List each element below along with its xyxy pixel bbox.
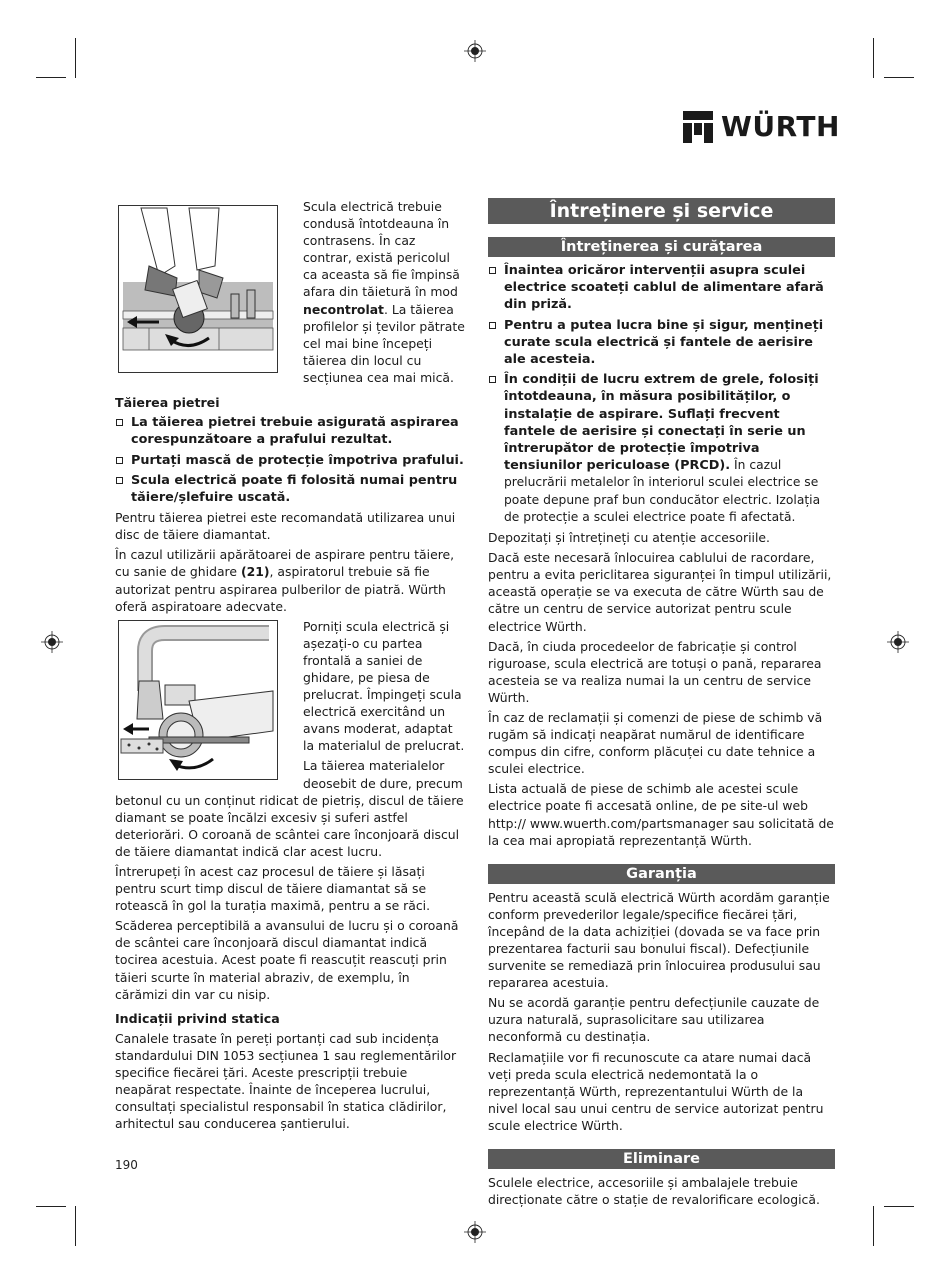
warranty-heading: Garanția — [488, 864, 835, 884]
statics-heading: Indicații privind statica — [115, 1010, 280, 1026]
statics-paragraph: Canalele trasate în pereți portanți cad sub incidența standardului DIN 1053 secțiunea 1 sau reglementărilor specifice fiecărei țări. Aceste prescripții trebuie neapărat respectate. Înainte de începerea lucrului, consultați specialistul responsabil în statica clădirilor, arhitectul sau conducerea șantierului. — [115, 1030, 457, 1132]
checkbox-bullet-icon — [489, 376, 496, 383]
maintenance-bullet-1: Înaintea oricăror intervenții asupra sculei electrice scoateți cablul de alimentare afară din priză. — [488, 262, 835, 314]
registration-mark-top — [464, 40, 486, 62]
stone-paragraph-2: În cazul utilizării apărătoarei de aspirare pentru tăiere, cu sanie de ghidare (21), aspiratorul trebuie să fie autorizat pentru aspirarea pulberilor de piatră. Würth oferă aspiratoare adecvate. — [115, 547, 455, 614]
figure2-paragraph-2: La tăierea materialelor deosebit de dure, precum betonul cu un conținut ridicat de pietriș, discul de tăiere diamant se poate încălzi excesiv și suferi astfel deteriorări. O coroană de scântei care înconjoară discul de tăiere diamantat indică clar acest lucru. — [115, 758, 464, 859]
checkbox-bullet-icon — [489, 322, 496, 329]
checkbox-bullet-icon — [116, 477, 123, 484]
registration-mark-left — [41, 631, 63, 653]
warranty-paragraph-1: Pentru această sculă electrică Würth acordăm garanție conform prevederilor legale/specifice fiecărei țări, începând de la data achiziției (dovada se va face prin prezentarea facturii sau bonului fiscal). Defecțiunile survenite se remediază prin înlocuirea produsului sau repararea acestuia. — [488, 889, 830, 991]
maintenance-cleaning-heading: Întreținerea și curățarea — [488, 237, 835, 257]
warranty-paragraph-2: Nu se acordă garanție pentru defecțiunile cauzate de uzura naturală, suprasolicitare sau utilizarea neconformă cu destinația. — [488, 995, 820, 1045]
interrupt-cutting-paragraph: Întrerupeți în acest caz procesul de tăiere și lăsați pentru scurt timp discul de tăiere diamantat să se rotească în gol la turația maximă, pentru a se răci. — [115, 864, 431, 914]
wurth-logo-text: WÜRTH — [721, 110, 840, 143]
maintenance-paragraph-3: Dacă, în ciuda procedeelor de fabricație și control riguroase, scula electrică are totuși o pană, repararea acesteia se va realiza numai la un centru de service Würth. — [488, 638, 822, 705]
stone-paragraph-1: Pentru tăierea pietrei este recomandată utilizarea unui disc de tăiere diamantat. — [115, 510, 456, 543]
figure-cutting-direction — [118, 205, 278, 373]
stone-bullet-3: Scula electrică poate fi folosită numai pentru tăiere/șlefuire uscată. — [115, 472, 465, 506]
disc-wear-paragraph: Scăderea perceptibilă a avansului de lucru și o coroană de scântei care înconjoară discul diamantat indică tocirea acestuia. Acest poate fi reascuțit reascuți prin tăieri scurte în material abraziv, de exemplu, în cărămizi din var cu nisip. — [115, 918, 459, 1002]
registration-mark-right — [887, 631, 909, 653]
checkbox-bullet-icon — [489, 267, 496, 274]
disposal-paragraph: Sculele electrice, accesoriile și ambalajele trebuie direcționate către o stație de revalorificare ecologică. — [488, 1175, 820, 1208]
stone-bullet-1: La tăierea pietrei trebuie asigurată aspirarea corespunzătoare a prafului rezultat. — [115, 414, 465, 448]
figure2-paragraph-1: Porniți scula electrică și așezați-o cu partea frontală a saniei de ghidare, pe piesa de prelucrat. Împingeți scula electrică exercitând un avans moderat, adaptat la materialul de prelucrat. — [303, 618, 465, 754]
maintenance-paragraph-5: Lista actuală de piese de schimb ale acestei scule electrice poate fi accesată online, de pe site-ul web http:// www.wuerth.com/partsmanager sau solicitată de la cea mai apropiată reprezentanță Würth. — [488, 781, 834, 848]
warranty-paragraph-3: Reclamațiile vor fi recunoscute ca atare numai dacă veți preda scula electrică nedemontată la o reprezentanță Würth, reprezentantului Würth de la nivel local sau unui centru de service autorizat pentru scule electrice Würth. — [488, 1049, 824, 1133]
maintenance-paragraph-4: În caz de reclamații și comenzi de piese de schimb vă rugăm să indicați neapărat numărul de identificare compus din cifre, conform plăcuței cu date tehnice a sculei electrice. — [488, 709, 823, 777]
registration-mark-bottom — [464, 1221, 486, 1243]
angle-grinder-cutting-illustration — [119, 206, 277, 372]
stone-bullet-2: Purtați mască de protecție împotriva prafului. — [115, 452, 465, 469]
maintenance-paragraph-1: Depozitați și întrețineți cu atenție accesoriile. — [488, 530, 770, 546]
wurth-logo — [683, 110, 840, 145]
stone-cutting-heading: Tăierea pietrei — [115, 395, 220, 411]
wurth-logo-icon — [683, 111, 713, 143]
figure1-description: Scula electrică trebuie condusă întotdeauna în contrasens. În caz contrar, există pericolul ca aceasta să fie împinsă afara din tăietură în mod necontrolat. La tăierea profilelor și țevilor pătrate cel mai bine începeți tăierea din locul cu secțiunea cea mai mică. — [303, 199, 465, 385]
checkbox-bullet-icon — [116, 419, 123, 426]
page-number: 190 — [115, 1158, 138, 1172]
left-column — [115, 198, 465, 1135]
maintenance-bullet-2: Pentru a putea lucra bine și sigur, mențineți curate scula electrică și fantele de aerisire ale acesteia. — [488, 317, 835, 369]
right-column — [488, 198, 835, 1211]
maintenance-service-heading: Întreținere și service — [488, 198, 835, 224]
grinder-with-extraction-hood-illustration — [119, 621, 277, 779]
maintenance-paragraph-2: Dacă este necesară înlocuirea cablului de racordare, pentru a evita periclitarea siguranței în timpul utilizării, această operație se va executa de către Würth sau de către un centru de service autorizat pentru scule electrice Würth. — [488, 550, 832, 634]
maintenance-bullet-3: În condiții de lucru extrem de grele, folosiți întotdeauna, în măsura posibilităților, o instalație de aspirare. Suflați frecvent fantele de aerisire și conectați în serie un întrerupător de protecție împotriva tensiunilor periculoase (PRCD). În cazul prelucrării metalelor în interiorul sculei electrice se poate depune praf bun conducător electric. Izolația de protecție a sculei electrice poate fi afectată. — [488, 371, 835, 526]
figure-guide-sledge — [118, 620, 278, 780]
disposal-heading: Eliminare — [488, 1149, 835, 1169]
checkbox-bullet-icon — [116, 457, 123, 464]
